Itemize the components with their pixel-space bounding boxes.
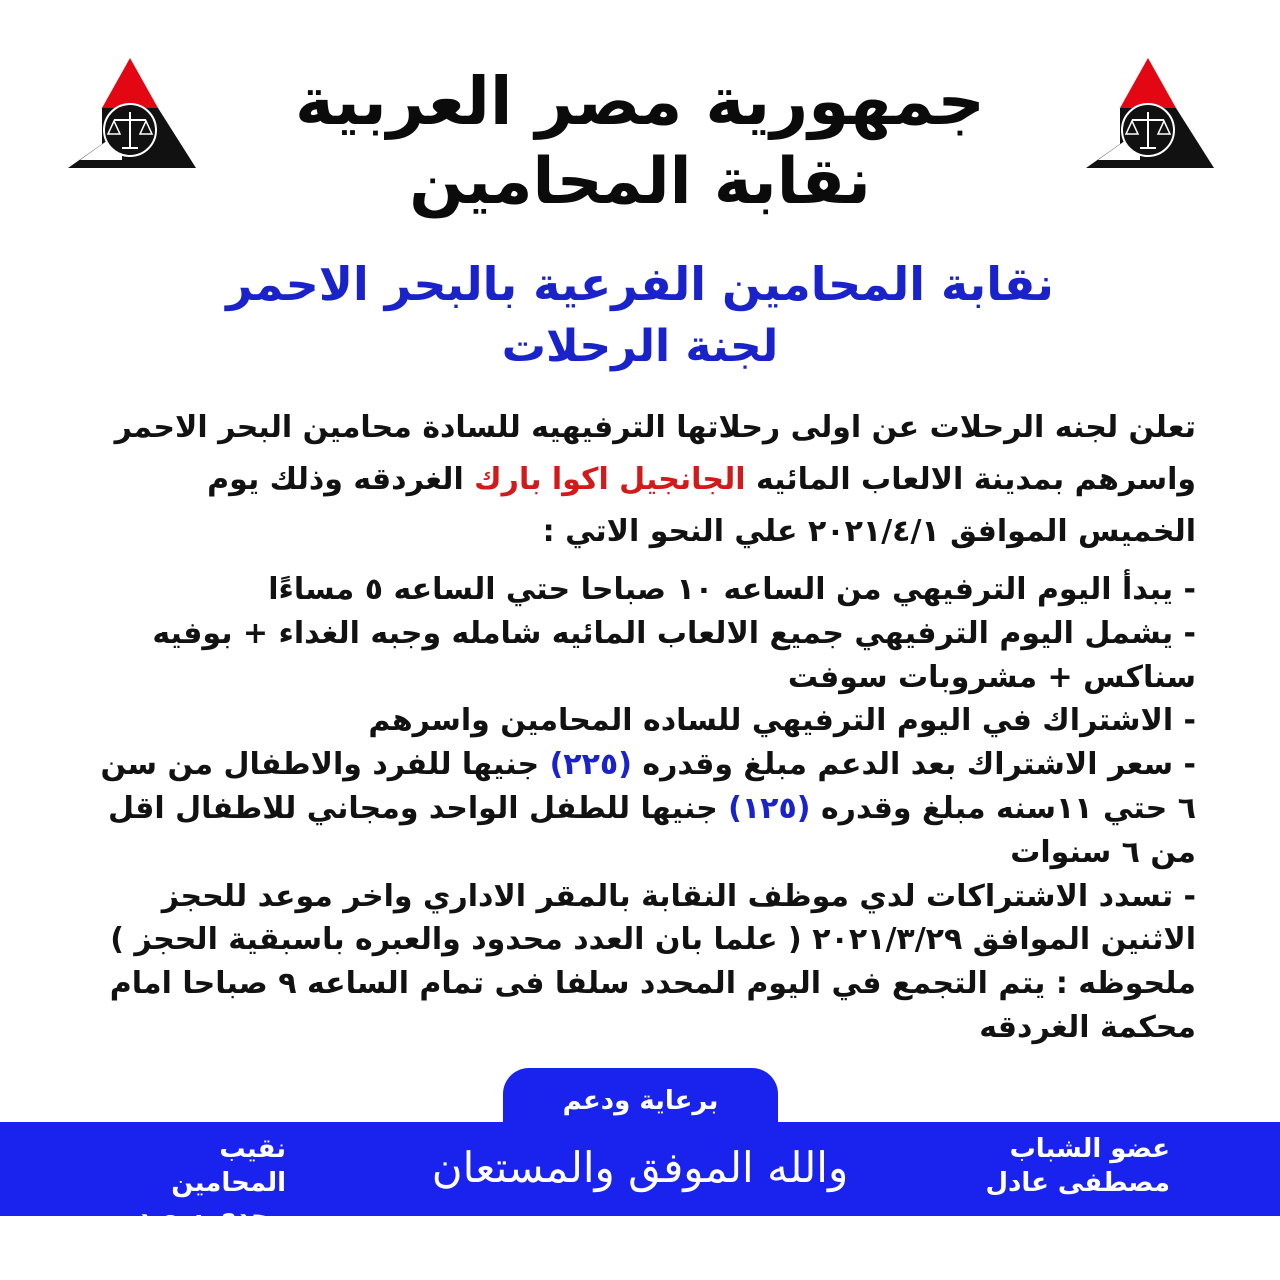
- price-adult: (٢٢٥): [549, 747, 632, 783]
- intro-line-3: الخميس الموافق ٢٠٢١/٤/١ علي النحو الاتي :: [542, 514, 1196, 549]
- syndicate-logo-right: [1080, 48, 1220, 178]
- pricing-text: - سعر الاشتراك بعد الدعم مبلغ وقدره: [631, 747, 1196, 783]
- signature-head-lawyer: [96, 1132, 286, 1234]
- sponsor-tab: برعاية ودعم: [503, 1068, 778, 1134]
- intro-line-2: [90, 454, 1196, 506]
- header-title-syndicate: نقابة المحامين: [409, 145, 871, 219]
- announcement-intro: [90, 402, 1196, 558]
- signature-title: عضو الشباب: [1009, 1134, 1170, 1164]
- detail-eligibility: - الاشتراك في اليوم الترفيهي للساده المحامين واسرهم: [368, 703, 1196, 739]
- intro-text: واسرهم بمدينة الالعاب المائيه: [745, 462, 1196, 497]
- signature-name: مجدي سعيد: [137, 1202, 286, 1232]
- pricing-text: جنيها للفرد والاطفال من سن ٦ حتي ١١سنه مبلغ وقدره: [100, 747, 1196, 826]
- signature-title: نقيب المحامين: [171, 1134, 286, 1198]
- signature-youth-member: [960, 1132, 1170, 1200]
- price-child: (١٢٥): [728, 790, 811, 826]
- branch-title: نقابة المحامين الفرعية بالبحر الاحمر: [226, 257, 1054, 311]
- detail-inclusions: - يشمل اليوم الترفيهي جميع الالعاب المائيه شامله وجبه الغداء + بوفيه سناكس + مشروبات سوفت: [152, 615, 1196, 695]
- detail-note: ملحوظه : يتم التجمع في اليوم المحدد سلفا فى تمام الساعه ٩ صباحا امام محكمة الغردقه: [109, 966, 1196, 1045]
- syndicate-logo-left: [62, 48, 202, 178]
- detail-schedule: - يبدأ اليوم الترفيهي من الساعه ١٠ صباحا حتي الساعه ٥ مساءًا: [268, 572, 1196, 607]
- closing-phrase: والله الموفق والمستعان: [431, 1143, 849, 1192]
- detail-booking: - تسدد الاشتراكات لدي موظف النقابة بالمقر الاداري واخر موعد للحجز الاثنين الموافق ٢٠٢١/٣/٢٩ ( علما بان العدد محدود والعبره باسبقية الحجز ): [110, 878, 1196, 958]
- scales-of-justice-icon: [62, 48, 202, 178]
- committee-title: لجنة الرحلات: [501, 321, 779, 372]
- intro-text: الغردقه وذلك يوم: [207, 462, 475, 497]
- detail-pricing: [90, 743, 1196, 874]
- pricing-text: جنيها للطفل الواحد ومجاني للاطفال اقل من ٦ سنوات: [107, 790, 1196, 870]
- trip-details-list: [90, 568, 1196, 1050]
- footer-banner: [0, 1122, 1280, 1232]
- intro-line-1: تعلن لجنه الرحلات عن اولى رحلاتها الترفيهيه للسادة محامين البحر الاحمر: [114, 410, 1196, 445]
- venue-highlight: الجانجيل اكوا بارك: [474, 462, 746, 497]
- scales-of-justice-icon: [1080, 48, 1220, 178]
- header-title-country: جمهورية مصر العربية: [295, 63, 985, 140]
- signature-name: مصطفى عادل: [985, 1168, 1170, 1198]
